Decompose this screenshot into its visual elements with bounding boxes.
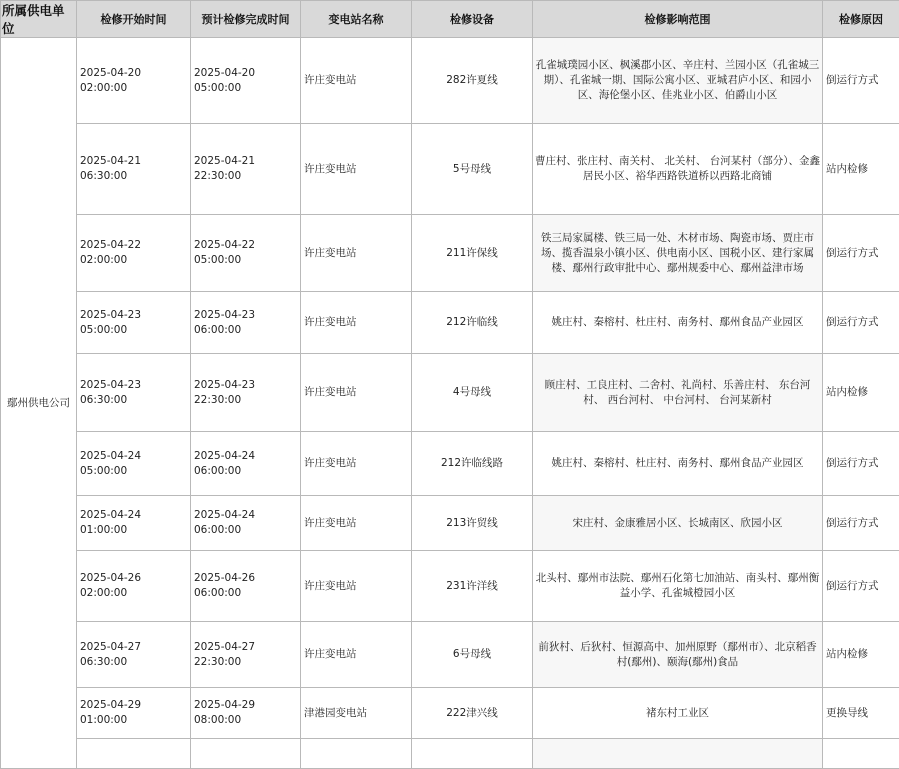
reason-cell: 倒运行方式 bbox=[823, 38, 899, 124]
unit-cell: 鄢州供电公司 bbox=[1, 38, 77, 769]
scope-cell: 曹庄村、张庄村、南关村、 北关村、 台河某村（部分）、金鑫居民小区、裕华西路铁道桥以西路北商铺 bbox=[533, 124, 823, 215]
scope-cell: 前狄村、后狄村、恒源高中、加州原野（鄢州市）、北京稻香村(鄢州)、颐海(鄢州)食品 bbox=[533, 622, 823, 688]
table-row bbox=[1, 739, 899, 769]
start-time-cell: 2025-04-29 01:00:00 bbox=[77, 688, 191, 739]
end-time-cell: 2025-04-22 05:00:00 bbox=[191, 215, 301, 292]
start-time-cell: 2025-04-23 05:00:00 bbox=[77, 292, 191, 354]
station-cell: 许庄变电站 bbox=[301, 622, 412, 688]
station-cell: 许庄变电站 bbox=[301, 496, 412, 551]
header-reason: 检修原因 bbox=[823, 1, 899, 38]
equipment-cell bbox=[412, 739, 533, 769]
station-cell: 许庄变电站 bbox=[301, 38, 412, 124]
reason-cell: 站内检修 bbox=[823, 622, 899, 688]
header-row bbox=[1, 1, 899, 38]
start-time-cell: 2025-04-20 02:00:00 bbox=[77, 38, 191, 124]
start-time-cell: 2025-04-22 02:00:00 bbox=[77, 215, 191, 292]
reason-cell: 倒运行方式 bbox=[823, 292, 899, 354]
table-row bbox=[1, 215, 899, 292]
scope-cell: 铁三局家属楼、铁三局一处、木材市场、陶瓷市场、贾庄市场、揽香温泉小镇小区、供电南小区、国税小区、建行家属楼、鄢州行政审批中心、鄢州规委中心、鄢州益津市场 bbox=[533, 215, 823, 292]
reason-cell: 倒运行方式 bbox=[823, 215, 899, 292]
end-time-cell: 2025-04-24 06:00:00 bbox=[191, 496, 301, 551]
scope-cell: 北头村、鄢州市法院、鄢州石化第七加油站、南头村、鄢州衡益小学、孔雀城橙园小区 bbox=[533, 551, 823, 622]
station-cell: 许庄变电站 bbox=[301, 432, 412, 496]
header-start-time: 检修开始时间 bbox=[77, 1, 191, 38]
station-cell: 许庄变电站 bbox=[301, 124, 412, 215]
end-time-cell: 2025-04-23 22:30:00 bbox=[191, 354, 301, 432]
scope-cell: 姚庄村、秦榕村、杜庄村、南务村、鄢州食品产业园区 bbox=[533, 432, 823, 496]
scope-cell: 褚东村工业区 bbox=[533, 688, 823, 739]
reason-cell: 倒运行方式 bbox=[823, 496, 899, 551]
start-time-cell: 2025-04-21 06:30:00 bbox=[77, 124, 191, 215]
table-row bbox=[1, 496, 899, 551]
start-time-cell: 2025-04-27 06:30:00 bbox=[77, 622, 191, 688]
equipment-cell: 4号母线 bbox=[412, 354, 533, 432]
equipment-cell: 213许贸线 bbox=[412, 496, 533, 551]
station-cell: 津港园变电站 bbox=[301, 688, 412, 739]
header-station: 变电站名称 bbox=[301, 1, 412, 38]
end-time-cell: 2025-04-29 08:00:00 bbox=[191, 688, 301, 739]
station-cell: 许庄变电站 bbox=[301, 551, 412, 622]
scope-cell: 宋庄村、金康雅居小区、长城南区、欣园小区 bbox=[533, 496, 823, 551]
table-row bbox=[1, 432, 899, 496]
scope-cell: 孔雀城璞园小区、枫溪郡小区、辛庄村、兰园小区（孔雀城三期）、孔雀城一期、国际公寓小区、亚城君庐小区、和园小区、海伦堡小区、佳兆业小区、伯爵山小区 bbox=[533, 38, 823, 124]
header-scope: 检修影响范围 bbox=[533, 1, 823, 38]
equipment-cell: 212许临线路 bbox=[412, 432, 533, 496]
table-row bbox=[1, 622, 899, 688]
end-time-cell: 2025-04-27 22:30:00 bbox=[191, 622, 301, 688]
equipment-cell: 6号母线 bbox=[412, 622, 533, 688]
header-unit: 所属供电单位 bbox=[1, 1, 77, 38]
table-row bbox=[1, 551, 899, 622]
table-row bbox=[1, 292, 899, 354]
start-time-cell: 2025-04-23 06:30:00 bbox=[77, 354, 191, 432]
end-time-cell: 2025-04-20 05:00:00 bbox=[191, 38, 301, 124]
table-row bbox=[1, 124, 899, 215]
end-time-cell: 2025-04-23 06:00:00 bbox=[191, 292, 301, 354]
table-row bbox=[1, 38, 899, 124]
start-time-cell: 2025-04-24 01:00:00 bbox=[77, 496, 191, 551]
scope-cell bbox=[533, 739, 823, 769]
end-time-cell bbox=[191, 739, 301, 769]
end-time-cell: 2025-04-26 06:00:00 bbox=[191, 551, 301, 622]
station-cell bbox=[301, 739, 412, 769]
equipment-cell: 212许临线 bbox=[412, 292, 533, 354]
station-cell: 许庄变电站 bbox=[301, 354, 412, 432]
start-time-cell bbox=[77, 739, 191, 769]
equipment-cell: 222津兴线 bbox=[412, 688, 533, 739]
end-time-cell: 2025-04-21 22:30:00 bbox=[191, 124, 301, 215]
table-row bbox=[1, 354, 899, 432]
reason-cell: 倒运行方式 bbox=[823, 432, 899, 496]
reason-cell bbox=[823, 739, 899, 769]
reason-cell: 倒运行方式 bbox=[823, 551, 899, 622]
reason-cell: 站内检修 bbox=[823, 354, 899, 432]
station-cell: 许庄变电站 bbox=[301, 215, 412, 292]
start-time-cell: 2025-04-26 02:00:00 bbox=[77, 551, 191, 622]
start-time-cell: 2025-04-24 05:00:00 bbox=[77, 432, 191, 496]
station-cell: 许庄变电站 bbox=[301, 292, 412, 354]
equipment-cell: 231许洋线 bbox=[412, 551, 533, 622]
equipment-cell: 211许保线 bbox=[412, 215, 533, 292]
scope-cell: 姚庄村、秦榕村、杜庄村、南务村、鄢州食品产业园区 bbox=[533, 292, 823, 354]
scope-cell: 顾庄村、工良庄村、二舍村、礼尚村、乐善庄村、 东台河村、 西台河村、 中台河村、 台河某新村 bbox=[533, 354, 823, 432]
reason-cell: 更换导线 bbox=[823, 688, 899, 739]
reason-cell: 站内检修 bbox=[823, 124, 899, 215]
table-row bbox=[1, 688, 899, 739]
end-time-cell: 2025-04-24 06:00:00 bbox=[191, 432, 301, 496]
header-equipment: 检修设备 bbox=[412, 1, 533, 38]
equipment-cell: 5号母线 bbox=[412, 124, 533, 215]
equipment-cell: 282许夏线 bbox=[412, 38, 533, 124]
header-end-time: 预计检修完成时间 bbox=[191, 1, 301, 38]
